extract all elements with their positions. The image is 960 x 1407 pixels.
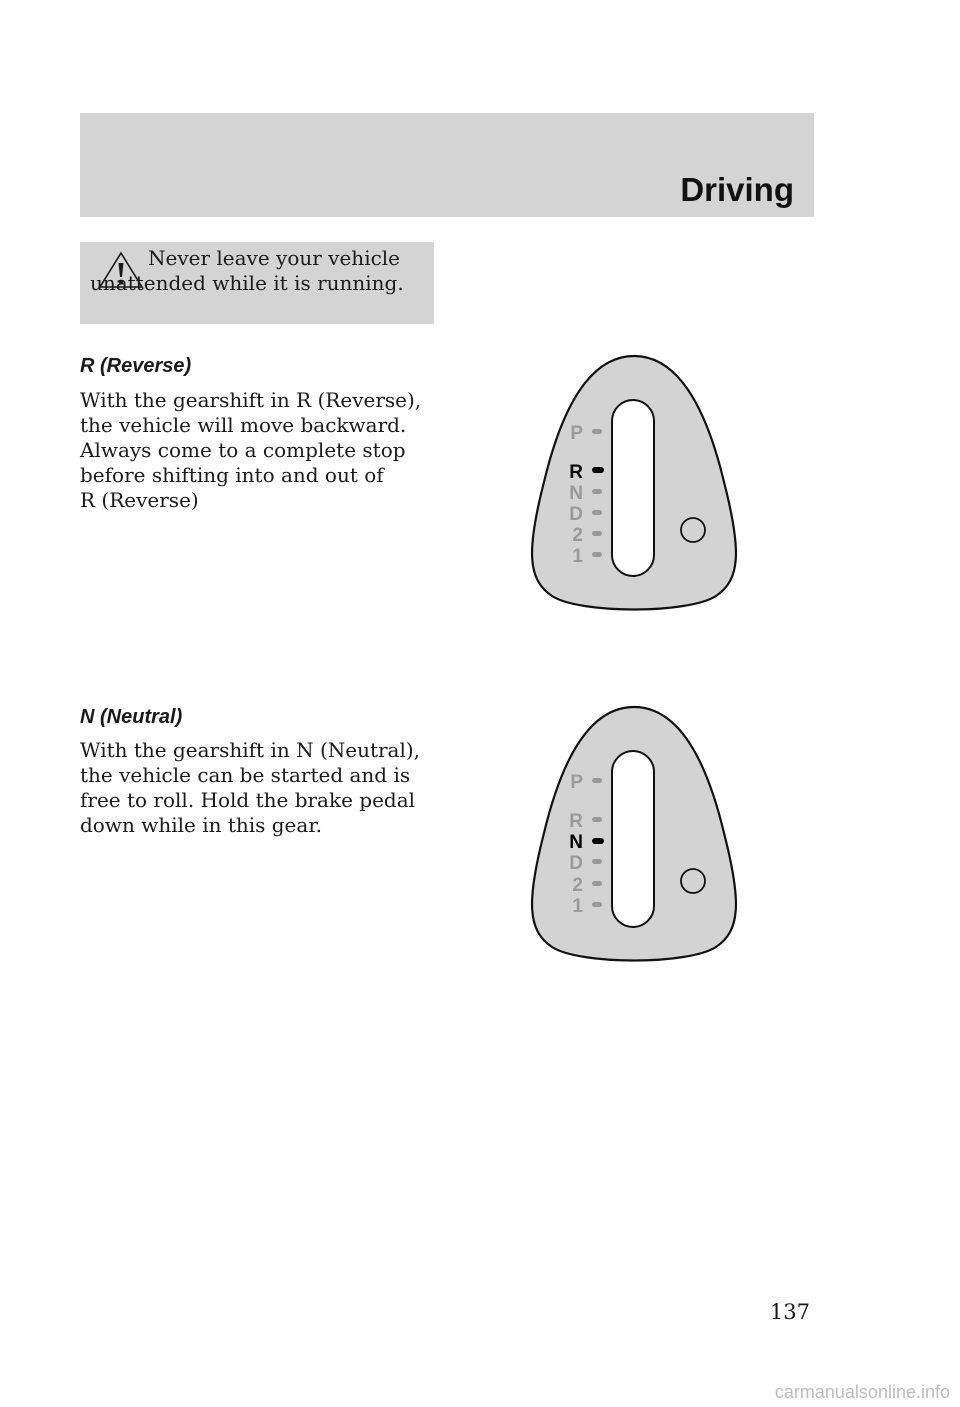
- gear-tick: [592, 778, 602, 783]
- body-line: before shifting into and out of: [80, 463, 384, 487]
- gear-tick: [592, 552, 602, 557]
- gear-label-1: 1: [572, 546, 583, 567]
- page-number: 137: [769, 1300, 810, 1324]
- chapter-header: [80, 113, 814, 217]
- gear-tick: [592, 531, 602, 536]
- gearshift-diagram-neutral: [528, 703, 740, 971]
- gear-tick: [592, 817, 602, 822]
- gear-label-r: R: [569, 462, 583, 483]
- gear-label-n: N: [569, 832, 583, 853]
- body-line: With the gearshift in R (Reverse),: [80, 388, 422, 412]
- warning-box: [80, 242, 434, 324]
- body-line: free to roll. Hold the brake pedal: [80, 788, 416, 812]
- gear-label-d: D: [569, 504, 583, 525]
- gear-label-p: P: [570, 423, 583, 444]
- section-body-reverse: [80, 388, 430, 513]
- gear-tick: [592, 429, 602, 434]
- body-line: down while in this gear.: [80, 813, 323, 837]
- gear-tick: [592, 489, 602, 494]
- lock-button-icon: [681, 869, 705, 893]
- body-line: Always come to a complete stop: [80, 438, 406, 462]
- footer-watermark: carmanualsonline.info: [774, 1382, 950, 1402]
- gearshift-diagram-reverse: [528, 352, 740, 620]
- chapter-title: Driving: [680, 171, 794, 208]
- section-body-neutral: [80, 738, 430, 838]
- section-heading-neutral: N (Neutral): [80, 706, 183, 728]
- body-line: the vehicle will move backward.: [80, 413, 407, 437]
- gear-label-r: R: [569, 811, 583, 832]
- gear-slot: [612, 400, 654, 576]
- gear-slot: [612, 751, 654, 927]
- body-line: the vehicle can be started and is: [80, 763, 411, 787]
- gear-label-d: D: [569, 853, 583, 874]
- gear-tick: [592, 859, 602, 864]
- warning-text: Never leave your vehicle unattended while it is running.: [90, 246, 404, 295]
- gear-tick: [592, 510, 602, 515]
- gear-label-n: N: [569, 483, 583, 504]
- gear-label-1: 1: [572, 896, 583, 917]
- gear-tick: [592, 902, 602, 907]
- gear-tick: [592, 838, 604, 844]
- gear-tick: [592, 881, 602, 886]
- section-heading-reverse: R (Reverse): [80, 355, 192, 377]
- lock-button-icon: [681, 518, 705, 542]
- gear-tick: [592, 467, 604, 473]
- gear-label-2: 2: [572, 875, 583, 896]
- gear-label-2: 2: [572, 525, 583, 546]
- gear-label-p: P: [570, 772, 583, 793]
- body-line: R (Reverse): [80, 488, 199, 512]
- body-line: With the gearshift in N (Neutral),: [80, 738, 421, 762]
